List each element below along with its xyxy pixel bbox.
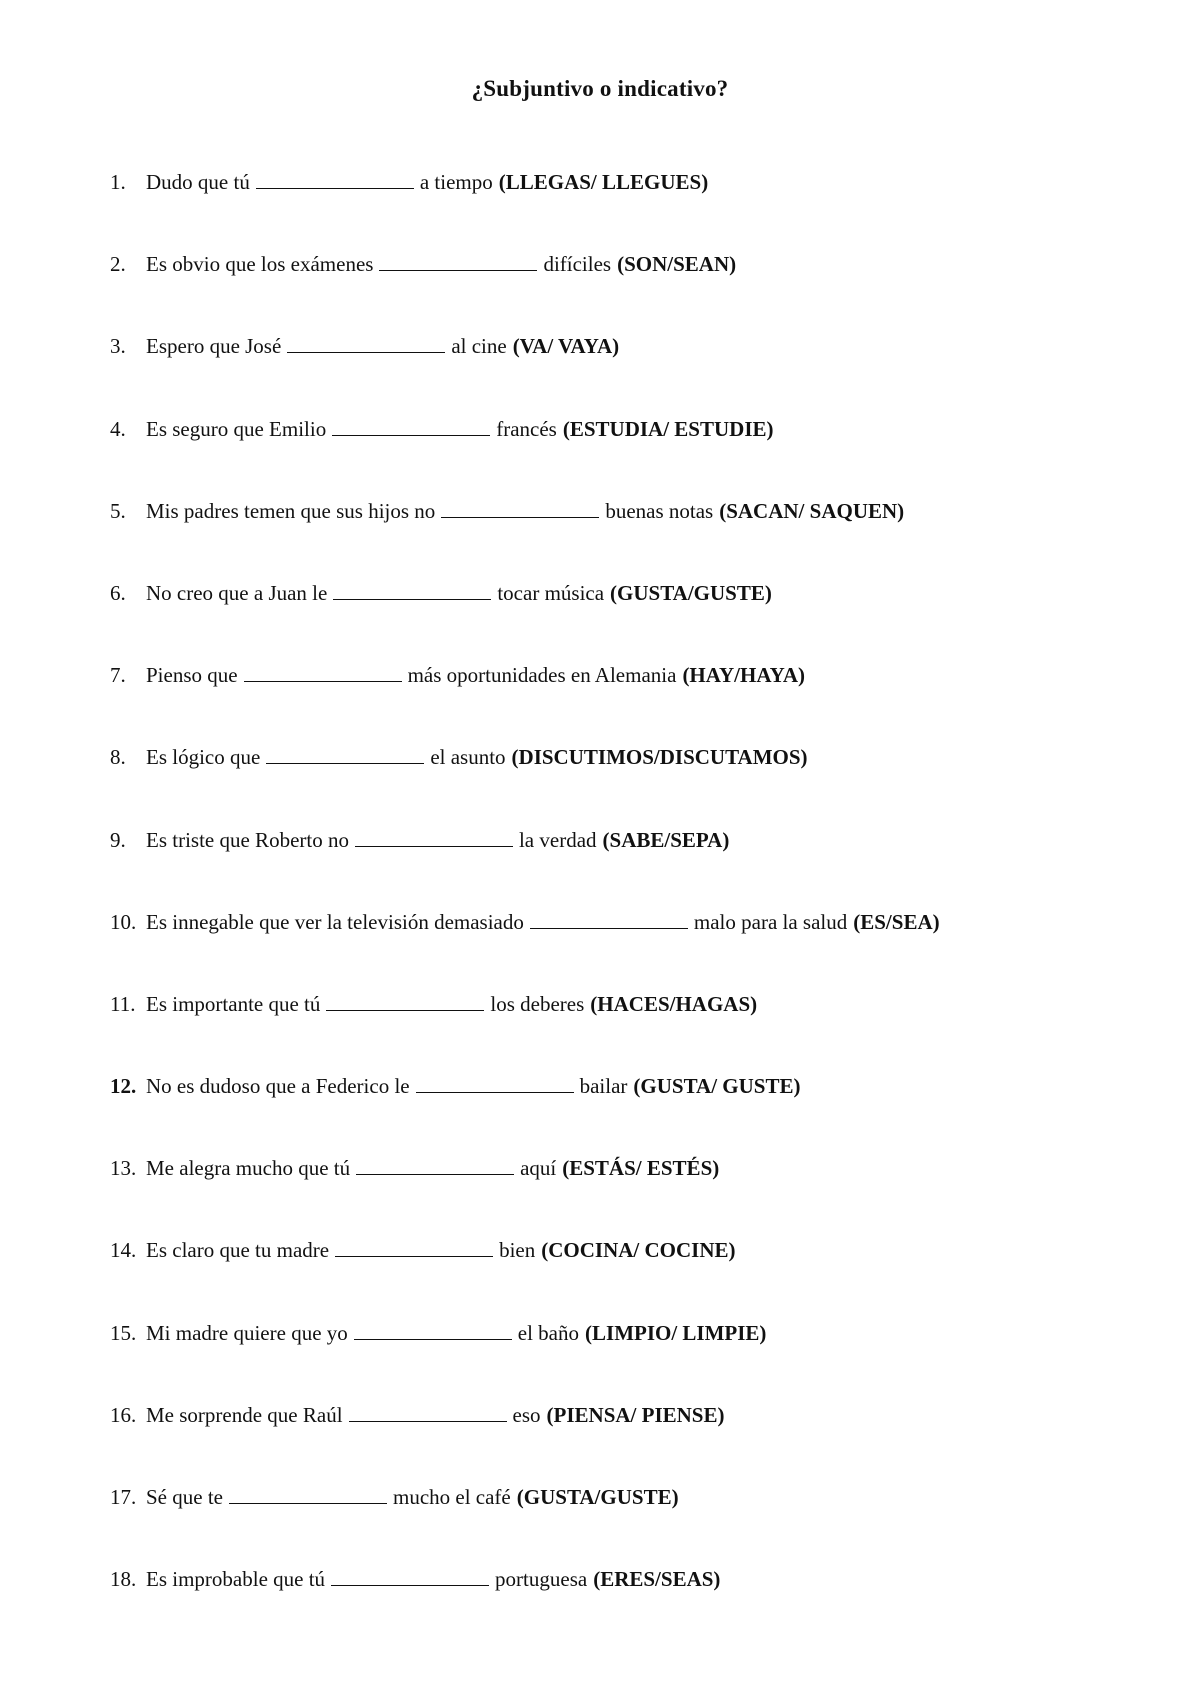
answer-blank xyxy=(244,659,402,682)
verb-options: (ESTÁS/ ESTÉS) xyxy=(562,1156,720,1181)
exercise-item-9 xyxy=(110,824,1110,906)
sentence-start: No es dudoso que a Federico le xyxy=(146,1074,410,1099)
sentence-end: el asunto xyxy=(430,745,506,770)
item-number: 7. xyxy=(110,663,126,688)
sentence-start: Es triste que Roberto no xyxy=(146,827,349,852)
exercise-item-10 xyxy=(110,906,1110,988)
verb-options: (LIMPIO/ LIMPIE) xyxy=(585,1320,767,1345)
verb-options: (SACAN/ SAQUEN) xyxy=(719,498,905,523)
sentence-end: francés xyxy=(496,416,557,441)
sentence-end: bailar xyxy=(579,1074,628,1099)
sentence-end: la verdad xyxy=(518,827,597,852)
item-number: 1. xyxy=(110,170,126,194)
item-number: 3. xyxy=(110,334,126,359)
sentence-end: difíciles xyxy=(543,252,612,277)
answer-blank xyxy=(326,988,484,1011)
sentence-end: más oportunidades en Alemania xyxy=(407,663,677,688)
sentence-end: tocar música xyxy=(497,580,605,605)
sentence-start: Mis padres temen que sus hijos no xyxy=(146,498,436,523)
sentence-start: Es lógico que xyxy=(146,745,261,770)
answer-blank xyxy=(333,577,491,600)
verb-options: (HACES/HAGAS) xyxy=(590,991,758,1016)
item-number: 11. xyxy=(110,991,136,1016)
answer-blank xyxy=(354,1317,512,1340)
sentence-start: Es seguro que Emilio xyxy=(146,416,327,441)
sentence-start: Me alegra mucho que tú xyxy=(146,1156,351,1181)
sentence-end: los deberes xyxy=(490,991,585,1016)
sentence-end: portuguesa xyxy=(495,1567,588,1592)
item-number: 15. xyxy=(110,1320,137,1345)
answer-blank xyxy=(356,1152,514,1175)
sentence-start: Espero que José xyxy=(146,334,282,359)
answer-blank xyxy=(355,824,513,847)
sentence-start: Es improbable que tú xyxy=(146,1567,326,1592)
exercise-item-14 xyxy=(110,1234,1110,1316)
verb-options: (ESTUDIA/ ESTUDIE) xyxy=(562,416,774,441)
sentence-start: No creo que a Juan le xyxy=(146,580,328,605)
answer-blank xyxy=(379,248,537,271)
answer-blank xyxy=(331,1563,489,1586)
verb-options: (HAY/HAYA) xyxy=(682,663,805,688)
sentence-start: Pienso que xyxy=(146,663,238,688)
answer-blank xyxy=(287,330,445,353)
exercise-item-2 xyxy=(110,248,1110,330)
verb-options: (GUSTA/GUSTE) xyxy=(516,1485,679,1509)
exercise-item-5 xyxy=(110,495,1110,577)
answer-blank xyxy=(530,906,688,929)
sentence-end: eso xyxy=(512,1402,541,1427)
answer-blank xyxy=(416,1070,574,1093)
verb-options: (GUSTA/ GUSTE) xyxy=(633,1074,801,1099)
sentence-start: Dudo que tú xyxy=(146,170,250,194)
sentence-end: buenas notas xyxy=(605,498,714,523)
sentence-start: Es innegable que ver la televisión demasiado xyxy=(146,909,524,934)
exercise-item-13 xyxy=(110,1152,1110,1234)
item-number: 12. xyxy=(110,1074,137,1099)
page-title: ¿Subjuntivo o indicativo? xyxy=(471,76,729,101)
sentence-start: Es claro que tu madre xyxy=(146,1238,330,1263)
verb-options: (COCINA/ COCINE) xyxy=(541,1238,736,1263)
item-number: 18. xyxy=(110,1567,137,1592)
answer-blank xyxy=(332,413,490,436)
exercise-item-12 xyxy=(110,1070,1110,1152)
exercise-item-4 xyxy=(110,413,1110,495)
sentence-start: Mi madre quiere que yo xyxy=(146,1320,348,1345)
verb-options: (DISCUTIMOS/DISCUTAMOS) xyxy=(511,745,808,770)
sentence-end: a tiempo xyxy=(419,170,493,194)
item-number: 14. xyxy=(110,1238,137,1263)
sentence-start: Sé que te xyxy=(146,1485,223,1509)
exercise-item-6 xyxy=(110,577,1110,659)
exercise-item-11 xyxy=(110,988,1110,1070)
verb-options: (VA/ VAYA) xyxy=(512,334,620,359)
item-number: 2. xyxy=(110,252,126,277)
item-number: 6. xyxy=(110,580,126,605)
verb-options: (ES/SEA) xyxy=(853,909,940,934)
item-number: 13. xyxy=(110,1156,137,1181)
verb-options: (GUSTA/GUSTE) xyxy=(610,580,772,605)
answer-blank xyxy=(349,1399,507,1422)
exercise-item-8 xyxy=(110,741,1110,823)
verb-options: (LLEGAS/ LLEGUES) xyxy=(498,170,709,194)
exercise-item-1 xyxy=(110,166,1110,248)
item-number: 10. xyxy=(110,909,137,934)
item-number: 9. xyxy=(110,827,126,852)
sentence-end: bien xyxy=(499,1238,536,1263)
verb-options: (PIENSA/ PIENSE) xyxy=(546,1402,725,1427)
answer-blank xyxy=(266,741,424,764)
item-number: 17. xyxy=(110,1485,137,1509)
sentence-end: mucho el café xyxy=(392,1485,511,1509)
exercise-item-3 xyxy=(110,330,1110,412)
verb-options: (SABE/SEPA) xyxy=(602,827,730,852)
exercise-item-7 xyxy=(110,659,1110,741)
item-number: 16. xyxy=(110,1402,137,1427)
exercise-item-15 xyxy=(110,1317,1110,1399)
sentence-start: Me sorprende que Raúl xyxy=(146,1402,343,1427)
sentence-end: malo para la salud xyxy=(693,909,848,934)
item-number: 5. xyxy=(110,498,126,523)
sentence-end: el baño xyxy=(517,1320,580,1345)
answer-blank xyxy=(256,166,414,189)
sentence-end: al cine xyxy=(451,334,507,359)
exercise-list xyxy=(110,166,1110,1645)
answer-blank xyxy=(229,1481,387,1504)
answer-blank xyxy=(441,495,599,518)
verb-options: (ERES/SEAS) xyxy=(593,1567,721,1592)
sentence-start: Es obvio que los exámenes xyxy=(146,252,374,277)
answer-blank xyxy=(335,1234,493,1257)
item-number: 8. xyxy=(110,745,126,770)
exercise-item-16 xyxy=(110,1399,1110,1481)
sentence-end: aquí xyxy=(520,1156,557,1181)
verb-options: (SON/SEAN) xyxy=(617,252,737,277)
exercise-item-18 xyxy=(110,1563,1110,1645)
item-number: 4. xyxy=(110,416,126,441)
sentence-start: Es importante que tú xyxy=(146,991,321,1016)
exercise-item-17 xyxy=(110,1481,1110,1563)
